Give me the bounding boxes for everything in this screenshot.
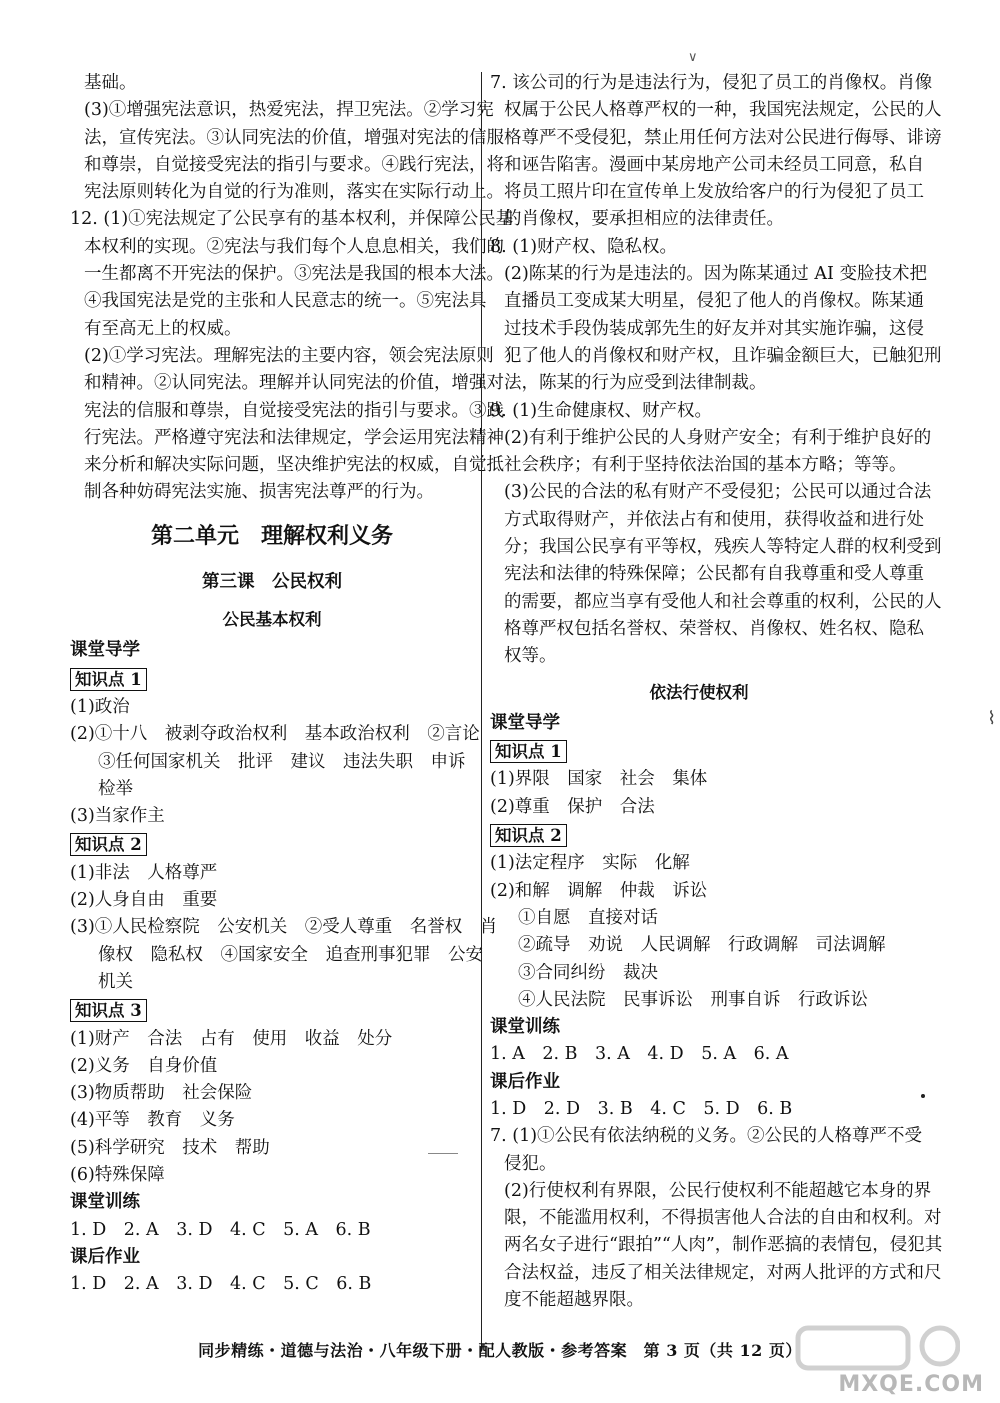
answer-line: 宪法的信服和尊崇，自觉接受宪法的指引与要求。③践 bbox=[84, 400, 504, 421]
scan-mark: ∨ bbox=[688, 50, 698, 65]
right-column bbox=[490, 70, 943, 1314]
answer-line: 法，陈某的行为应受到法律制裁。 bbox=[504, 373, 767, 394]
homework-heading: 课后作业 bbox=[490, 1071, 560, 1092]
answer-line: 本权利的实现。②宪法与我们每个人息息相关，我们的 bbox=[84, 236, 504, 257]
answer-line: 12. (1)①宪法规定了公民享有的基本权利，并保障公民基 bbox=[70, 209, 514, 230]
knowledge-point-1-label: 知识点 1 bbox=[70, 668, 147, 691]
column-divider bbox=[481, 72, 482, 1350]
answer-line: 宪法原则转化为自觉的行为准则，落实在实际行动上。 bbox=[84, 182, 504, 203]
training-answers: 1. A 2. B 3. A 4. D 5. A 6. A bbox=[490, 1044, 789, 1065]
answer-line: 一生都离不开宪法的保护。③宪法是我国的根本大法。 bbox=[84, 264, 504, 285]
stray-line bbox=[428, 1153, 458, 1154]
knowledge-point-2-label: 知识点 2 bbox=[70, 833, 147, 856]
answer-line: 和诬告陷害。漫画中某房地产公司未经员工同意，私自 bbox=[504, 154, 924, 175]
answer-line: (2)①学习宪法。理解宪法的主要内容，领会宪法原则 bbox=[84, 345, 494, 366]
classroom-guide-heading: 课堂导学 bbox=[70, 640, 140, 661]
answer-line: 社会秩序；有利于坚持依法治国的基本方略；等等。 bbox=[504, 455, 907, 476]
section-title: 依法行使权利 bbox=[649, 682, 749, 702]
answer-line: ②疏导 劝说 人民调解 行政调解 司法调解 bbox=[518, 935, 886, 956]
answer-line: 像权 隐私权 ④国家安全 追查刑事犯罪 公安 bbox=[98, 944, 483, 965]
answer-line: ④人民法院 民事诉讼 刑事自诉 行政诉讼 bbox=[518, 989, 868, 1010]
answer-line: (4)平等 教育 义务 bbox=[70, 1110, 235, 1131]
answer-line: 度不能超越界限。 bbox=[504, 1290, 644, 1311]
answer-line: (3)公民的合法的私有财产不受侵犯；公民可以通过合法 bbox=[504, 482, 932, 503]
homework-answers: 1. D 2. D 3. B 4. C 5. D 6. B bbox=[490, 1098, 793, 1119]
answer-line: (2)陈某的行为是违法的。因为陈某通过 AI 变脸技术把 bbox=[504, 264, 927, 285]
answer-line: (2)有利于维护公民的人身财产安全；有利于维护良好的 bbox=[504, 427, 932, 448]
section-title: 公民基本权利 bbox=[222, 610, 322, 630]
answer-line: (2)义务 自身价值 bbox=[70, 1055, 218, 1076]
answer-line: 权属于公民人格尊严权的一种，我国宪法规定，公民的人 bbox=[504, 100, 942, 121]
answer-line: 方式取得财产，并依法占有和使用，获得收益和进行处 bbox=[504, 509, 924, 530]
left-column bbox=[70, 70, 514, 1298]
answer-line: (2)人身自由 重要 bbox=[70, 890, 218, 911]
answer-line: (1)界限 国家 社会 集体 bbox=[490, 769, 708, 790]
answer-line: 法，宣传宪法。③认同宪法的价值，增强对宪法的信服 bbox=[84, 127, 504, 148]
answer-line: 过技术手段伪装成郭先生的好友并对其实施诈骗，这侵 bbox=[504, 318, 924, 339]
knowledge-point-1-label: 知识点 1 bbox=[490, 740, 567, 763]
answer-line: (1)政治 bbox=[70, 696, 130, 717]
answer-line: 权等。 bbox=[504, 646, 557, 667]
answer-line: (2)①十八 被剥夺政治权利 基本政治权利 ②言论 bbox=[70, 724, 480, 745]
answer-line: 8. (1)财产权、隐私权。 bbox=[490, 236, 678, 257]
answer-line: (3)当家作主 bbox=[70, 806, 165, 827]
answer-line: 7. 该公司的行为是违法行为，侵犯了员工的肖像权。肖像 bbox=[490, 73, 933, 93]
margin-mark: ⌇ bbox=[987, 708, 996, 729]
answer-line: ③合同纠纷 裁决 bbox=[518, 962, 658, 983]
answer-line: ①自愿 直接对话 bbox=[518, 907, 658, 928]
answer-line: 直播员工变成某大明星，侵犯了他人的肖像权。陈某通 bbox=[504, 291, 924, 312]
answer-line: (3)①增强宪法意识，热爱宪法，捍卫宪法。②学习宪 bbox=[84, 100, 494, 121]
answer-line: (3)①人民检察院 公安机关 ②受人尊重 名誉权 肖 bbox=[70, 917, 498, 938]
left-answers-block bbox=[70, 70, 514, 507]
answer-line: 限，不能滥用权利，不得损害他人合法的自由和权利。对 bbox=[504, 1208, 942, 1229]
answer-line: 7. (1)①公民有依法纳税的义务。②公民的人格尊严不受 bbox=[490, 1126, 923, 1147]
knowledge-point-2-label: 知识点 2 bbox=[490, 824, 567, 847]
answer-line: 两名女子进行“跟拍”“人肉”，制作恶搞的表情包，侵犯其 bbox=[504, 1235, 943, 1256]
answer-line: 机关 bbox=[98, 971, 133, 992]
answer-line: 行宪法。严格遵守宪法和法律规定，学会运用宪法精神 bbox=[84, 427, 504, 448]
answer-line: 有至高无上的权威。 bbox=[84, 318, 242, 339]
answer-line: (1)非法 人格尊严 bbox=[70, 862, 218, 883]
answer-line: (2)和解 调解 仲裁 诉讼 bbox=[490, 880, 708, 901]
classroom-training-heading: 课堂训练 bbox=[70, 1192, 140, 1213]
answer-line: 格尊严不受侵犯，禁止用任何方法对公民进行侮辱、诽谤 bbox=[504, 127, 942, 148]
watermark-text: MXQE.COM bbox=[838, 1372, 984, 1397]
answer-line: (6)特殊保障 bbox=[70, 1164, 165, 1185]
answer-line: 和尊崇，自觉接受宪法的指引与要求。④践行宪法，将 bbox=[84, 154, 504, 175]
margin-dot bbox=[921, 1094, 925, 1098]
homework-heading: 课后作业 bbox=[70, 1246, 140, 1267]
answer-line: 的肖像权，要承担相应的法律责任。 bbox=[504, 209, 784, 230]
answer-line: 将员工照片印在宣传单上发放给客户的行为侵犯了员工 bbox=[504, 182, 924, 203]
answer-line: 宪法和法律的特殊保障；公民都有自我尊重和受人尊重 bbox=[504, 564, 924, 585]
lesson-title: 第三课 公民权利 bbox=[202, 571, 342, 592]
classroom-training-heading: 课堂训练 bbox=[490, 1017, 560, 1038]
knowledge-point-3-label: 知识点 3 bbox=[70, 999, 147, 1022]
answer-line: (2)行使权利有界限，公民行使权利不能超越它本身的界 bbox=[504, 1180, 932, 1201]
answer-line: 犯了他人的肖像权和财产权，且诈骗金额巨大，已触犯刑 bbox=[504, 345, 942, 366]
homework-answers: 1. D 2. A 3. D 4. C 5. C 6. B bbox=[70, 1274, 372, 1295]
answer-line: 的需要，都应当享有受他人和社会尊重的权利，公民的人 bbox=[504, 591, 942, 612]
answer-line: 合法权益，违反了相关法律规定，对两人批评的方式和尺 bbox=[504, 1262, 942, 1283]
training-answers: 1. D 2. A 3. D 4. C 5. A 6. B bbox=[70, 1219, 371, 1240]
answer-line: 格尊严权包括名誉权、荣誉权、肖像权、姓名权、隐私 bbox=[504, 618, 924, 639]
answer-line: (5)科学研究 技术 帮助 bbox=[70, 1137, 270, 1158]
answer-line: 来分析和解决实际问题，坚决维护宪法的权威，自觉抵 bbox=[84, 455, 504, 476]
answer-line: (2)尊重 保护 合法 bbox=[490, 796, 655, 817]
unit-title: 第二单元 理解权利义务 bbox=[150, 522, 393, 549]
answer-line: ③任何国家机关 批评 建议 违法失职 申诉 bbox=[98, 751, 466, 772]
answer-line: ④我国宪法是党的主张和人民意志的统一。⑤宪法具 bbox=[84, 291, 487, 312]
classroom-guide-heading: 课堂导学 bbox=[490, 712, 560, 733]
answer-line: 基础。 bbox=[84, 73, 137, 93]
answer-line: 分；我国公民享有平等权，残疾人等特定人群的权利受到 bbox=[504, 537, 942, 558]
answer-line: 检举 bbox=[98, 778, 133, 799]
answer-line: (1)财产 合法 占有 使用 收益 处分 bbox=[70, 1028, 393, 1049]
page-footer: 同步精练・道德与法治・八年级下册・配人教版・参考答案 第 3 页（共 12 页） bbox=[198, 1341, 802, 1360]
answer-line: 侵犯。 bbox=[504, 1153, 557, 1174]
answer-line: 9. (1)生命健康权、财产权。 bbox=[490, 400, 713, 421]
answer-line: (3)物质帮助 社会保险 bbox=[70, 1083, 253, 1104]
answer-line: 和精神。②认同宪法。理解并认同宪法的价值，增强对 bbox=[84, 373, 504, 394]
right-answers-block bbox=[490, 70, 942, 671]
answer-line: 制各种妨碍宪法实施、损害宪法尊严的行为。 bbox=[84, 482, 434, 503]
answer-line: (1)法定程序 实际 化解 bbox=[490, 853, 690, 874]
